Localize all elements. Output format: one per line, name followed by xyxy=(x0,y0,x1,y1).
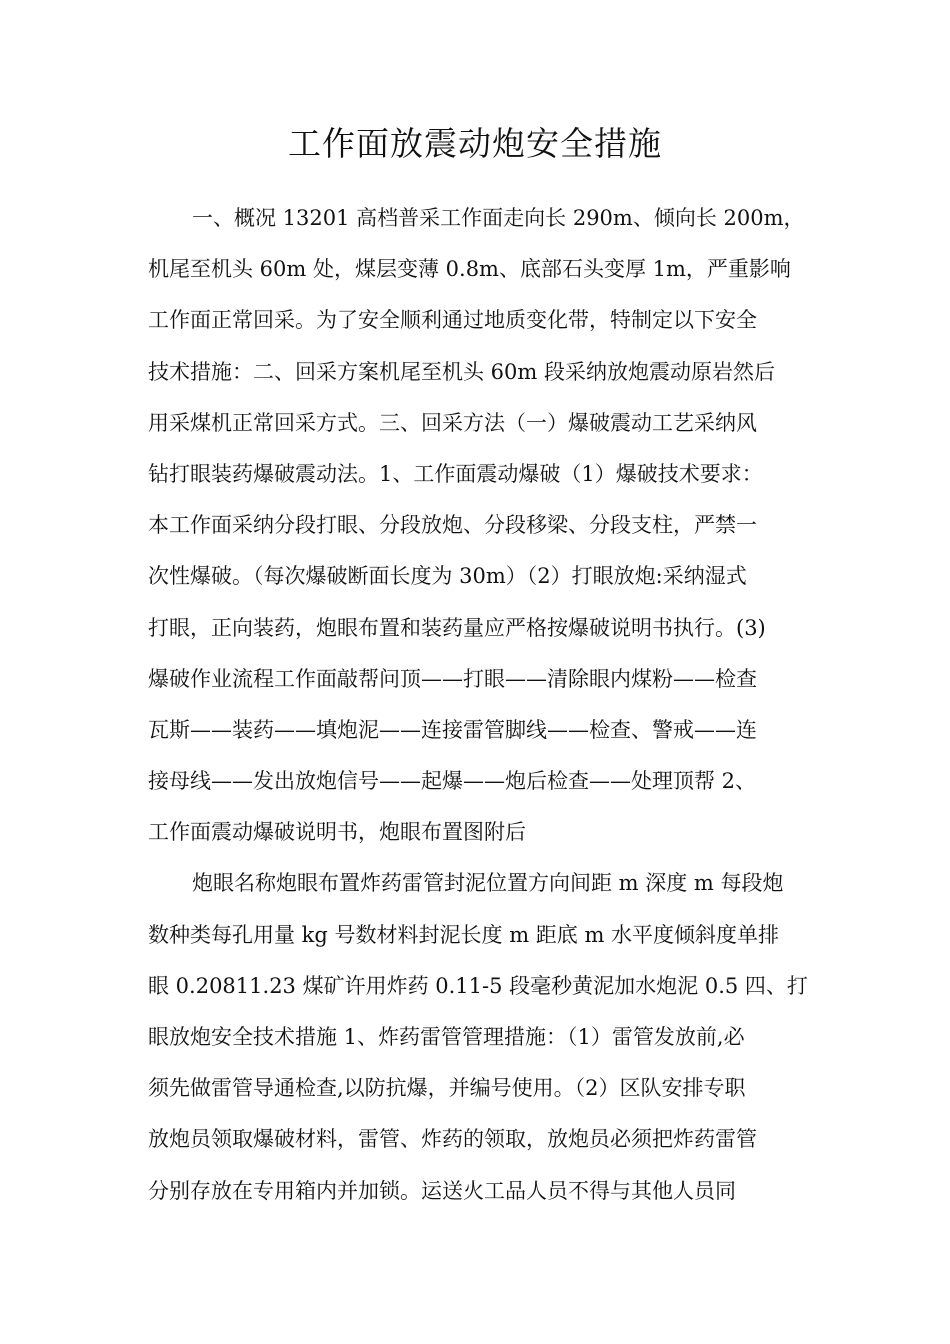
paragraph-line: 工作面正常回采。为了安全顺利通过地质变化带，特制定以下安全 xyxy=(148,308,757,333)
paragraph-line: 须先做雷管导通检查,以防抗爆，并编号使用。（2）区队安排专职 xyxy=(148,1076,746,1101)
paragraph-line: 眼放炮安全技术措施 1、炸药雷管管理措施：（1）雷管发放前,必 xyxy=(148,1025,745,1049)
paragraph-line: 机尾至机头 60m 处，煤层变薄 0.8m、底部石头变厚 1m，严重影响 xyxy=(148,257,791,282)
paragraph-line: 瓦斯——装药——填炮泥——连接雷管脚线——检查、警戒——连 xyxy=(148,717,757,742)
paragraph-line: 打眼，正向装药，炮眼布置和装药量应严格按爆破说明书执行。(3) xyxy=(148,615,766,640)
paragraph-line: 数种类每孔用量 kg 号数材料封泥长度 m 距底 m 水平度倾斜度单排 xyxy=(148,922,780,947)
paragraph-line: 一、概况 13201 高档普采工作面走向长 290m、倾向长 200m， xyxy=(192,206,805,230)
paragraph-line: 工作面震动爆破说明书，炮眼布置图附后 xyxy=(148,820,526,845)
paragraph-line: 次性爆破。（每次爆破断面长度为 30m）（2）打眼放炮:采纳湿式 xyxy=(148,564,747,589)
paragraph-line: 技术措施：二、回采方案机尾至机头 60m 段采纳放炮震动原岩然后 xyxy=(148,359,775,384)
paragraph-line: 分别存放在专用箱内并加锁。运送火工品人员不得与其他人员同 xyxy=(148,1178,736,1203)
paragraph-line: 眼 0.20811.23 煤矿许用炸药 0.11-5 段毫秒黄泥加水炮泥 0.5 四、打 xyxy=(148,973,808,998)
document-body xyxy=(148,193,808,1217)
paragraph-line: 爆破作业流程工作面敲帮问顶——打眼——清除眼内煤粉——检查 xyxy=(148,666,757,691)
paragraph-line: 本工作面采纳分段打眼、分段放炮、分段移梁、分段支柱，严禁一 xyxy=(148,513,757,538)
paragraph-line: 接母线——发出放炮信号——起爆——炮后检查——处理顶帮 2、 xyxy=(148,769,757,794)
paragraph-line: 放炮员领取爆破材料，雷管、炸药的领取，放炮员必须把炸药雷管 xyxy=(148,1127,757,1152)
paragraph-line: 钻打眼装药爆破震动法。1、工作面震动爆破（1）爆破技术要求： xyxy=(148,461,763,486)
paragraph-line: 炮眼名称炮眼布置炸药雷管封泥位置方向间距 m 深度 m 每段炮 xyxy=(192,871,784,896)
document-title: 工作面放震动炮安全措施 xyxy=(288,124,662,163)
paragraph-line: 用采煤机正常回采方式。三、回采方法（一）爆破震动工艺采纳风 xyxy=(148,410,757,435)
